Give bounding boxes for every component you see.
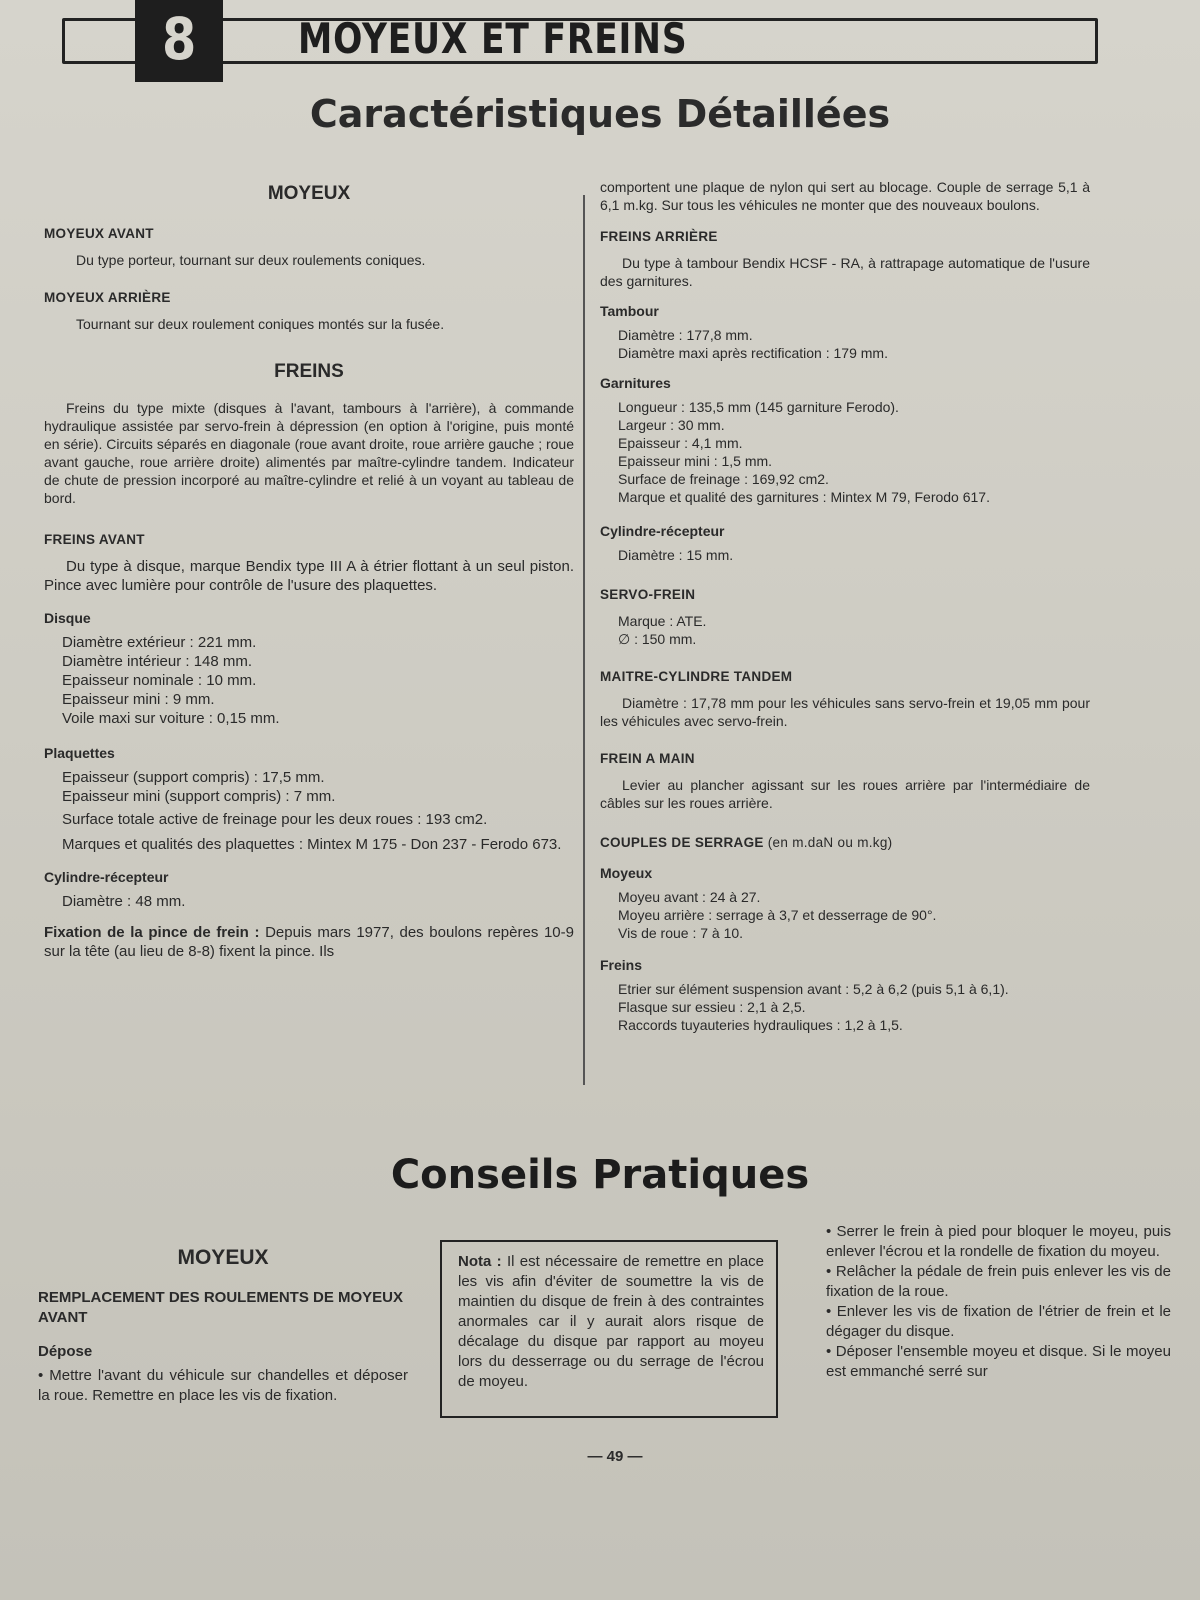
column-divider (583, 195, 585, 1085)
heading-moyeux-avant: MOYEUX AVANT (44, 226, 154, 241)
heading-remplacement: REMPLACEMENT DES ROULEMENTS DE MOYEUX AVANT (38, 1289, 404, 1326)
list-item: Epaisseur mini (support compris) : 7 mm. (62, 788, 336, 805)
list-item: Moyeu arrière : serrage à 3,7 et desserrage de 90°. (618, 907, 937, 923)
garnitures-list (600, 398, 1090, 506)
list-item: ∅ : 150 mm. (618, 631, 697, 647)
list-item: • Relâcher la pédale de frein puis enlever les vis de fixation de la roue. (826, 1263, 1171, 1300)
list-item: Surface de freinage : 169,92 cm2. (618, 471, 829, 487)
tambour-list (600, 326, 1090, 362)
text-moyeux-arriere: Tournant sur deux roulement coniques montés sur la fusée. (76, 316, 445, 332)
text-freins-arriere: Du type à tambour Bendix HCSF - RA, à rattrapage automatique de l'usure des garnitures. (600, 255, 1090, 289)
heading-disque: Disque (44, 610, 91, 626)
list-item: Flasque sur essieu : 2,1 à 2,5. (618, 999, 806, 1015)
section-title-freins: FREINS (274, 361, 344, 382)
list-item: Vis de roue : 7 à 10. (618, 925, 744, 941)
chapter-title: MOYEUX ET FREINS (298, 14, 688, 63)
section-title-moyeux: MOYEUX (267, 183, 351, 204)
page-title: Caractéristiques Détaillées (309, 92, 891, 136)
list-item: Diamètre extérieur : 221 mm. (62, 634, 257, 651)
chapter-number-badge (135, 0, 223, 82)
heading-tambour: Tambour (600, 303, 659, 319)
text-plaquettes-surface: Surface totale active de freinage pour les deux roues : 193 cm2. (62, 811, 488, 828)
list-item: Epaisseur nominale : 10 mm. (62, 672, 257, 689)
heading-couples-serrage (600, 834, 1090, 852)
page-number: — 49 — (587, 1448, 643, 1465)
list-item: Marque et qualité des garnitures : Mintex M 79, Ferodo 617. (618, 489, 990, 505)
nota-label: Nota : (458, 1253, 502, 1270)
cylindre-arriere-list (600, 546, 1090, 564)
couples-moyeux-list (600, 888, 1090, 942)
heading-couples-freins: Freins (600, 957, 643, 973)
list-item: Raccords tuyauteries hydrauliques : 1,2 à 1,5. (618, 1017, 903, 1033)
text-moyeux-avant: Du type porteur, tournant sur deux roulements coniques. (76, 252, 426, 268)
plaquettes-list (44, 768, 574, 806)
list-item: Diamètre : 48 mm. (62, 893, 186, 910)
heading-servo-frein: SERVO-FREIN (600, 587, 696, 602)
cylindre-list (44, 892, 574, 911)
text-maitre-cylindre: Diamètre : 17,78 mm pour les véhicules sans servo-frein et 19,05 mm pour les véhicules avec servo-frein. (600, 695, 1090, 729)
couples-title: COUPLES DE SERRAGE (600, 835, 764, 850)
heading-freins-avant: FREINS AVANT (44, 532, 145, 547)
heading-freins-arriere: FREINS ARRIÈRE (600, 229, 718, 244)
list-item: Diamètre intérieur : 148 mm. (62, 653, 253, 670)
text-depose: • Mettre l'avant du véhicule sur chandelles et déposer la roue. Remettre en place les vis de fixation. (38, 1367, 408, 1404)
nota-text: Il est nécessaire de remettre en place les vis afin d'éviter de soumettre la vis de maintien du disque de frein à des contraintes anormales car il y aurait alors risque de décalage du disque par rapport au moyeu lors du desserrage ou du serrage de l'écrou de moyeu. (458, 1253, 765, 1390)
text-freins: Freins du type mixte (disques à l'avant, tambours à l'arrière), à commande hydraulique assistée par servo-frein à dépression (en option à l'origine, puis monté en série). Circuits séparés en diagonale (roue avant droite, roue arrière gauche ; roue avant gauche, roue arrière droite) alimentés par maître-cylindre tandem. Indicateur de chute de pression incorporé au maître-cylindre et relié à un voyant au tableau de bord. (44, 400, 574, 506)
list-item: Epaisseur mini : 1,5 mm. (618, 453, 773, 469)
list-item: Epaisseur mini : 9 mm. (62, 691, 215, 708)
list-item: Diamètre : 177,8 mm. (618, 327, 753, 343)
fixation-text: Depuis mars 1977, des boulons repères 10-9 sur la tête (au lieu de 8-8) fixent la pince. Ils (44, 924, 574, 960)
heading-frein-a-main: FREIN A MAIN (600, 751, 695, 766)
text-freins-avant: Du type à disque, marque Bendix type III A à étrier flottant à un seul piston. Pince avec lumière pour contrôle de l'usure des plaquettes. (44, 558, 574, 594)
list-item: • Déposer l'ensemble moyeu et disque. Si le moyeu est emmanché serré sur (826, 1343, 1171, 1380)
text-fixation (44, 923, 574, 961)
list-item: Epaisseur : 4,1 mm. (618, 435, 743, 451)
nota-box (440, 1240, 778, 1418)
heading-maitre-cylindre: MAITRE-CYLINDRE TANDEM (600, 669, 793, 684)
list-item: Etrier sur élément suspension avant : 5,2 à 6,2 (puis 5,1 à 6,1). (618, 981, 1009, 997)
heading-plaquettes: Plaquettes (44, 745, 115, 761)
list-item: Diamètre maxi après rectification : 179 mm. (618, 345, 888, 361)
conseils-title: Conseils Pratiques (390, 1152, 810, 1198)
conseils-left-column (38, 1248, 408, 1412)
text-frein-a-main: Levier au plancher agissant sur les roues arrière par l'intermédiaire de câbles sur les roues arrière. (600, 777, 1090, 811)
list-item: Longueur : 135,5 mm (145 garniture Ferodo). (618, 399, 899, 415)
list-item: Voile maxi sur voiture : 0,15 mm. (62, 710, 280, 727)
list-item: Epaisseur (support compris) : 17,5 mm. (62, 769, 325, 786)
heading-cylindre-recepteur-arriere: Cylindre-récepteur (600, 523, 725, 539)
heading-moyeux-arriere: MOYEUX ARRIÈRE (44, 290, 171, 305)
conseils-right-column (826, 1222, 1171, 1382)
fixation-label: Fixation de la pince de frein : (44, 924, 260, 941)
chapter-number: 8 (161, 5, 197, 73)
couples-freins-list (600, 980, 1090, 1034)
list-item: Marque : ATE. (618, 613, 707, 629)
heading-couples-moyeux: Moyeux (600, 865, 653, 881)
list-item: • Enlever les vis de fixation de l'étrier de frein et le dégager du disque. (826, 1303, 1171, 1340)
list-item: Moyeu avant : 24 à 27. (618, 889, 761, 905)
list-item: Diamètre : 15 mm. (618, 547, 734, 563)
right-column (600, 178, 1090, 1038)
heading-cylindre-recepteur: Cylindre-récepteur (44, 869, 169, 885)
list-item: Largeur : 30 mm. (618, 417, 725, 433)
couples-unit: (en m.daN ou m.kg) (767, 835, 893, 850)
heading-garnitures: Garnitures (600, 375, 671, 391)
text-plaquettes-marques: Marques et qualités des plaquettes : Mintex M 175 - Don 237 - Ferodo 673. (62, 836, 562, 853)
heading-depose: Dépose (38, 1343, 93, 1360)
left-column (44, 185, 574, 967)
list-item: • Serrer le frein à pied pour bloquer le moyeu, puis enlever l'écrou et la rondelle de fixation du moyeu. (826, 1223, 1171, 1260)
disque-list (44, 633, 574, 728)
text-continuation: comportent une plaque de nylon qui sert au blocage. Couple de serrage 5,1 à 6,1 m.kg. Sur tous les véhicules ne monter que des nouveaux boulons. (600, 179, 1090, 213)
servo-list (600, 612, 1090, 648)
conseils-moyeux-title: MOYEUX (177, 1246, 269, 1269)
